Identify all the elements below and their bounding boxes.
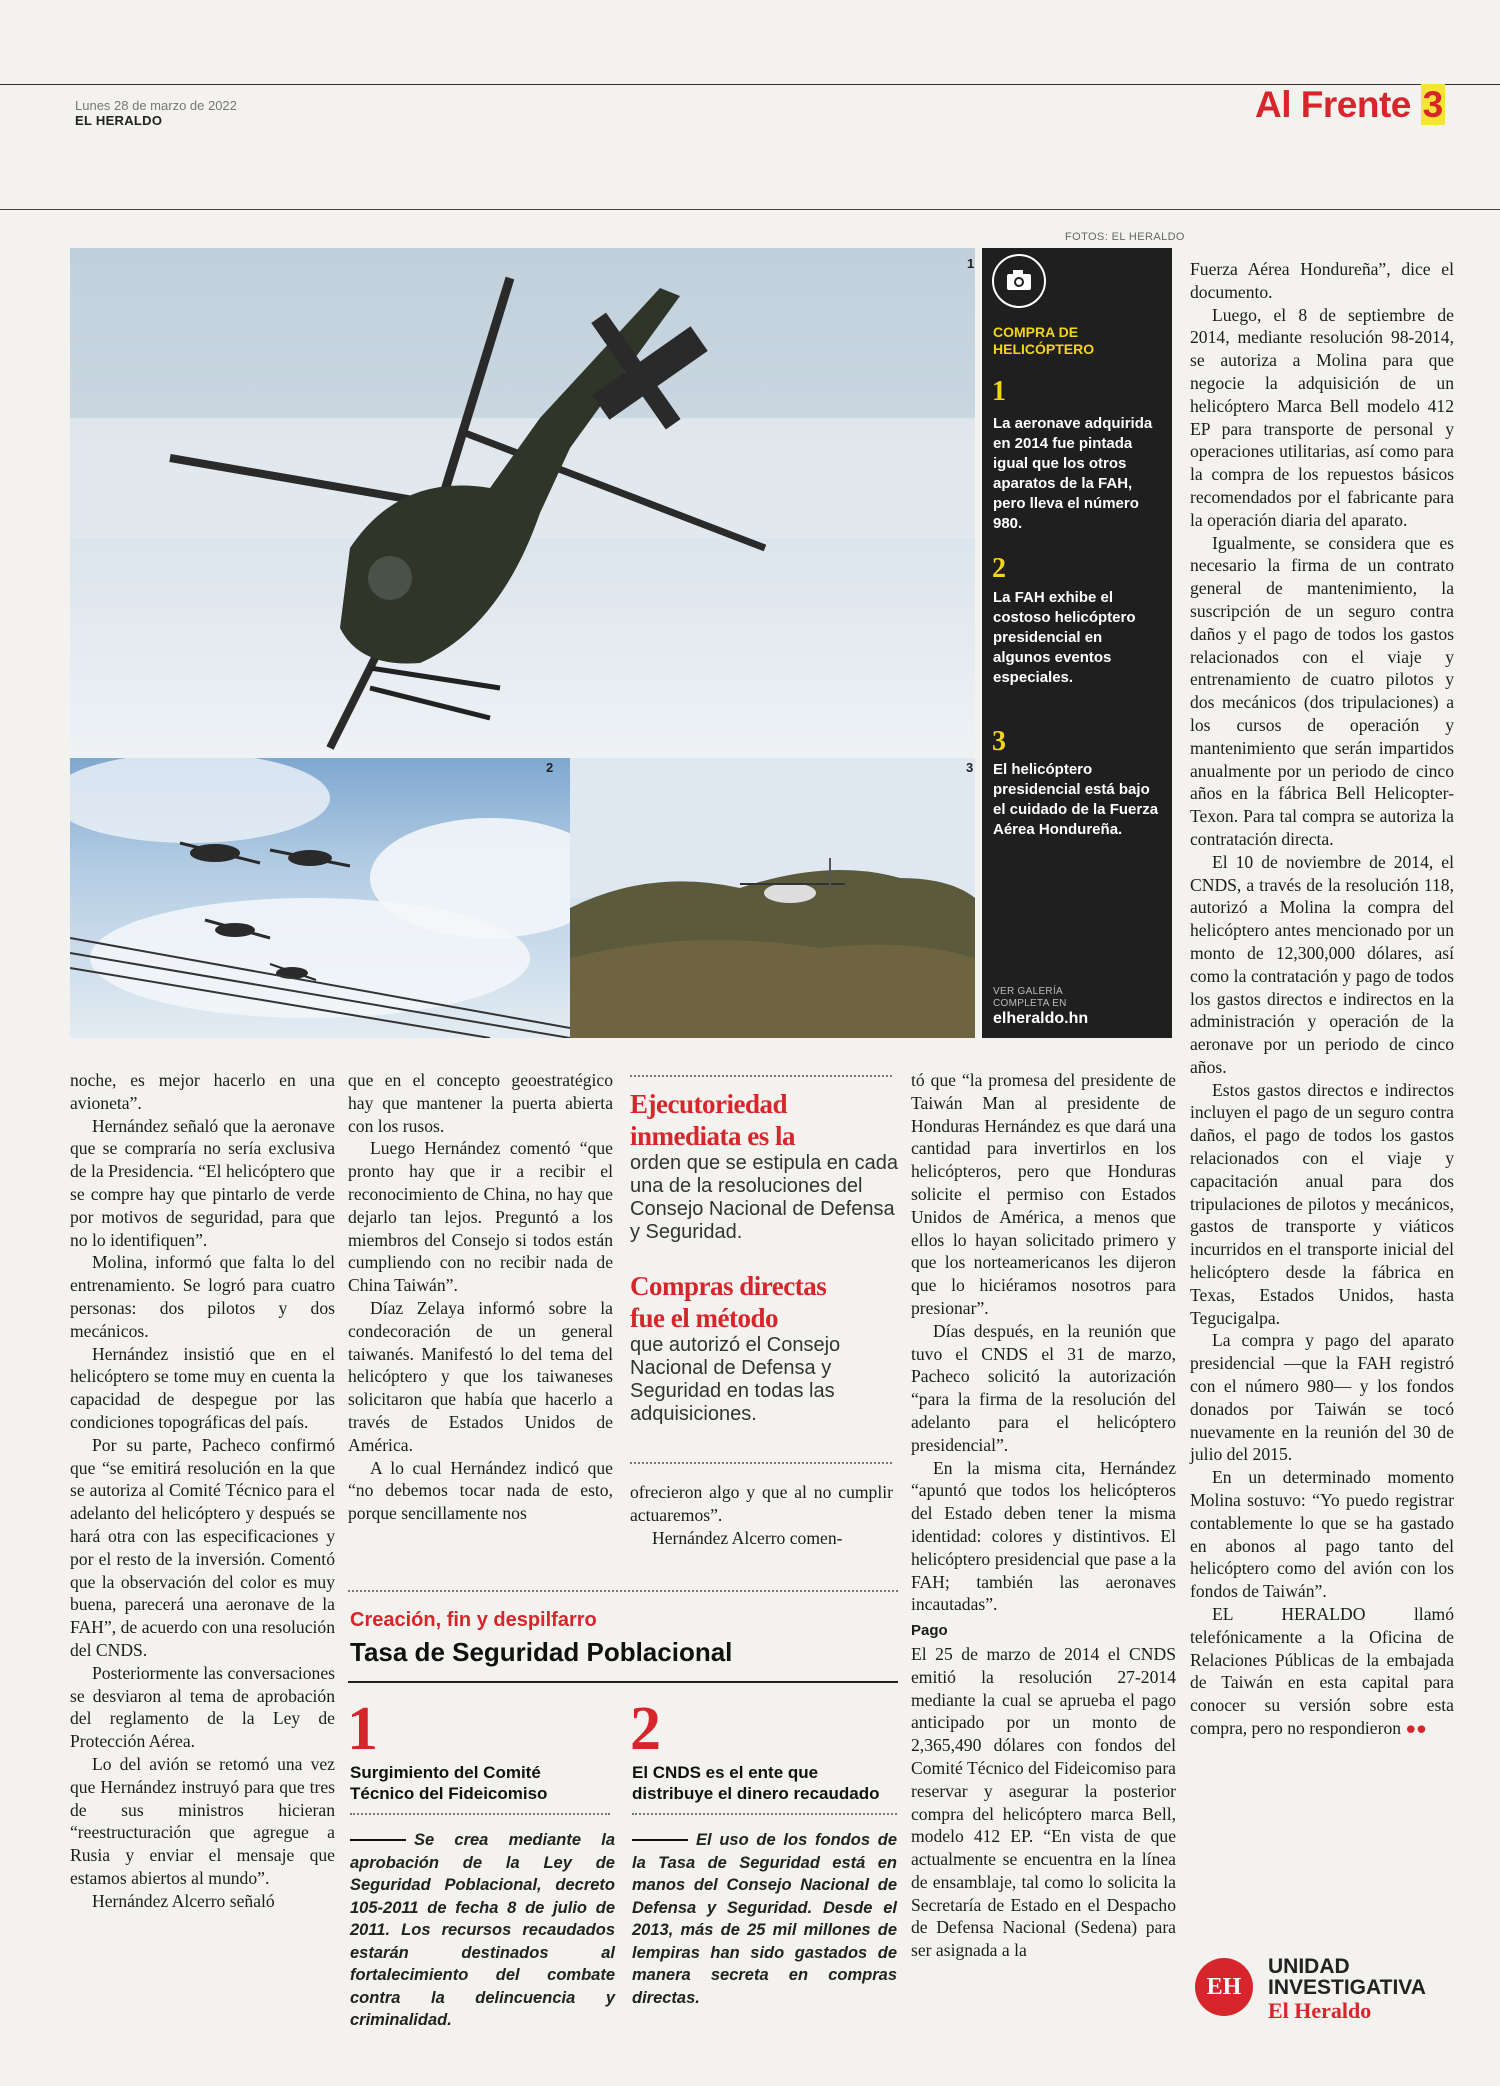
column-5 <box>1190 258 1454 1740</box>
sidebar-title <box>993 324 1094 358</box>
main-helicopter-photo <box>70 248 975 758</box>
box-item-number: 2 <box>630 1695 661 1763</box>
column-1 <box>70 1069 335 1912</box>
box-item-text-content: El uso de los fondos de la Tasa de Seguridad está en manos del Consejo Nacional de Defensa y Seguridad. Desde el 2013, más de 25 mil millones de lempiras han sido gastados de manera secreta en compras directas. <box>632 1831 897 2007</box>
header-rule <box>0 209 1500 210</box>
paragraph: Díaz Zelaya informó sobre la condecoración de un general taiwanés. Manifestó lo del tema del helicóptero y que los taiwaneses solicitaron que había que hacerlo a través de Estados Unidos de América. <box>348 1297 613 1455</box>
photo-credit: FOTOS: EL HERALDO <box>1065 231 1185 243</box>
logo-brand: El Heraldo <box>1268 1998 1372 2023</box>
gallery-caption <box>993 986 1067 1010</box>
paragraph: Hernández Alcerro señaló <box>92 1890 275 1911</box>
paragraph: Hernández insistió que en el helicóptero se tome muy en cuenta la capacidad de despegue por las condiciones topográficas del país. <box>70 1343 335 1432</box>
paragraph: El 25 de marzo de 2014 el CNDS emitió la resolución 27-2014 mediante la cual se aprueba el pago anticipado por un monto de 2,365,490 dólares con fondos del Comité Técnico del Fideicomiso para reservar y asegurar la posterior compra del helicóptero marca Bell, modelo 412 EP. “En vista de que actualmente se encuentra en la línea de ensamblaje, tal como lo solicita la Secretaría de Estado en el Despacho de Defensa Nacional (Sedena) para ser asignada a la <box>911 1643 1176 1961</box>
paragraph: El 10 de noviembre de 2014, el CNDS, a través de la resolución 118, autorizó a Molina la compra del helicóptero antes mencionado por un monto de 12,300,000 dólares, así como la contratación y pago de todos los gastos directos e indirectos en la administración y operación de la aeronave por un periodo de cinco años. <box>1190 851 1454 1077</box>
box-item-subtitle: Surgimiento del Comité Técnico del Fideicomiso <box>350 1763 548 1803</box>
paragraph: Molina, informó que falta lo del entrenamiento. Se logró para cuatro personas: dos pilotos y dos mecánicos. <box>70 1252 335 1341</box>
gallery-caption-line1: VER GALERÍA <box>993 986 1063 997</box>
sidebar-item-text: La aeronave adquirida en 2014 fue pintada igual que los otros aparatos de la FAH, pero lleva el número 980. <box>993 415 1153 532</box>
paragraph: Luego Hernández comentó “que pronto hay que ir a recibir el reconocimiento de China, no hay que dejarlo tan lejos. Preguntó a los miembros del Consejo si todos están cumpliendo con no recibir nada de China Taiwán”. <box>348 1138 613 1296</box>
paragraph: Estos gastos directos e indirectos incluyen el pago de un seguro contra daños, el pago de todos los gastos relacionados con el viaje y capacitación anual para dos tripulaciones de pilotos y mecánicos, gastos de transporte y viáticos incurridos en el transporte inicial del helicóptero desde la fábrica en Texas, Estados Unidos, hasta Tegucigalpa. <box>1190 1079 1454 1328</box>
sidebar-item-number: 1 <box>992 376 1006 407</box>
paragraph: Hernández señaló que la aeronave que se compraría no sería exclusiva de la Presidencia. “El helicóptero que se compre hay que pintarlo de verde por motivos de seguridad, para que no lo identifiquen”. <box>70 1115 335 1250</box>
paragraph: noche, es mejor hacerlo en una avioneta”. <box>70 1070 335 1113</box>
sidebar-item-number: 2 <box>992 553 1006 584</box>
column-2 <box>348 1069 613 1525</box>
page-number: 3 <box>1422 84 1443 125</box>
pullquote-divider <box>630 1075 892 1077</box>
newspaper-name: EL HERALDO <box>75 113 163 128</box>
logo-line2: INVESTIGATIVA <box>1268 1976 1426 1999</box>
column-4 <box>911 1069 1176 1962</box>
sidebar-item-number: 3 <box>992 726 1006 757</box>
column-3 <box>630 1481 893 1549</box>
unidad-investigativa-logo-icon: EH <box>1195 1958 1253 2016</box>
photo-number-3: 3 <box>966 760 974 775</box>
sidebar-item-text: El helicóptero presidencial está bajo el cuidado de la Fuerza Aérea Hondureña. <box>993 761 1159 838</box>
pullquote-head-line1: Compras directas <box>630 1271 827 1301</box>
section-title <box>1255 84 1445 126</box>
box-kicker: Creación, fin y despilfarro <box>350 1609 597 1631</box>
pullquote-head-line2: inmediata es la <box>630 1121 795 1151</box>
pullquote-text: que autorizó el Consejo Nacional de Defensa y Seguridad en todas las adquisiciones. <box>630 1334 841 1425</box>
gallery-link[interactable]: elheraldo.hn <box>993 1010 1089 1027</box>
photo-number-1: 1 <box>967 256 975 271</box>
paragraph: Días después, en la reunión que tuvo el CNDS el 31 de marzo, Pacheco solicitó la autorización “para la firma de la resolución del adelanto para el helicóptero presidencial”. <box>911 1320 1176 1455</box>
box-item-subtitle: El CNDS es el ente que distribuye el dinero recaudado <box>632 1763 880 1803</box>
photo-number-2: 2 <box>546 760 554 775</box>
paragraph: A lo cual Hernández indicó que “no debemos tocar nada de esto, porque sencillamente nos <box>348 1457 613 1524</box>
box-item-text <box>632 1829 897 2009</box>
paragraph: En la misma cita, Hernández “apuntó que todos los helicópteros del Estado deben tener la misma identidad: colores y distintivos. El helicóptero presidencial que pase a la FAH; también las aeronaves incautadas”. <box>911 1457 1176 1615</box>
paragraph: Fuerza Aérea Hondureña”, dice el documento. <box>1190 259 1454 302</box>
box-top-divider <box>348 1590 898 1593</box>
paragraph <box>1190 1603 1454 1740</box>
formation-illustration <box>70 758 570 1038</box>
paragraph: tó que “la promesa del presidente de Taiwán Man al presidente de Honduras Hernández es que dará una cantidad para invertirlos en los helicópteros, pero que Honduras solicite el permiso con Estados Unidos de América, a menos que ellos lo hayan solicitado primero y que los norteamericanos les dijeron que lo hiciéramos nosotros para presionar”. <box>911 1070 1176 1318</box>
box-title: Tasa de Seguridad Poblacional <box>350 1637 733 1667</box>
end-mark-icon: ●● <box>1405 1718 1427 1738</box>
paragraph: Por su parte, Pacheco confirmó que “se emitirá resolución en la que se autoriza al Comité Técnico para el adelanto del helicóptero y después se hará otra con las especificaciones y por el resto de la inversión. Comentó que la observación del color es muy buena, parecerá una aeronave de la FAH”, de acuerdo con una resolución del CNDS. <box>70 1434 335 1660</box>
paragraph: Luego, el 8 de septiembre de 2014, mediante resolución 98-2014, se autoriza a Molina para que negocie la adquisición de un helicóptero Marca Bell modelo 412 EP para transporte de personal y operaciones utilitarias, así como para la compra de los repuestos básicos recomendados por el fabricante para la operación diaria del aparato. <box>1190 304 1454 530</box>
pullquote-divider <box>630 1462 892 1464</box>
paragraph: ofrecieron algo y que al no cumplir actuaremos”. <box>630 1482 893 1525</box>
subhead-pago: Pago <box>911 1622 948 1640</box>
formation-helicopters-photo <box>70 758 570 1038</box>
sidebar-title-line2: HELICÓPTERO <box>993 341 1095 357</box>
pullquote-text: orden que se estipula en cada una de la resoluciones del Consejo Nacional de Defensa y Seguridad. <box>630 1152 898 1243</box>
paragraph: Hernández Alcerro comen- <box>652 1527 843 1548</box>
sidebar-title-line1: COMPRA DE <box>993 324 1079 340</box>
photo-sidebar <box>982 248 1172 1038</box>
paragraph: Igualmente, se considera que es necesario la firma de un contrato general de mantenimiento, la suscripción de un seguro contra daños y el pago de todos los gastos relacionados con el viaje y entrenamiento de cuatro pilotos y dos mecánicos (dos tripulaciones) a los cursos de operación y mantenimiento que serán impartidos anualmente por un periodo de cinco años en la fábrica Bell Helicopter-Texon. Para tal compra se autoriza la contratación directa. <box>1190 532 1454 849</box>
closing-paragraph-text: EL HERALDO llamó telefónicamente a la Oficina de Relaciones Públicas de la embajada de Taiwán en esta capital para conocer su versión sobre esta compra, pero no respondieron <box>1190 1604 1454 1738</box>
box-item-text-content: Se crea mediante la aprobación de la Ley de Seguridad Poblacional, decreto 105-2011 de fecha 8 de julio de 2011. Los recursos recaudados estarán destinados al fortalecimiento del combate contra la delincuencia y criminalidad. <box>350 1831 615 2029</box>
helicopter-illustration <box>70 248 975 758</box>
paragraph: Posteriormente las conversaciones se desviaron al tema de aprobación del reglamento de la Ley de Protección Aérea. <box>70 1662 335 1752</box>
pullquote-1 <box>630 1088 900 1244</box>
pullquote-head-line2: fue el método <box>630 1303 778 1333</box>
logo-text <box>1268 1956 1426 1998</box>
paragraph: que en el concepto geoestratégico hay que mantener la puerta abierta con los rusos. <box>348 1070 613 1136</box>
sidebar-item-text: La FAH exhibe el costoso helicóptero presidencial en algunos eventos especiales. <box>993 589 1136 686</box>
issue-date: Lunes 28 de marzo de 2022 <box>75 98 237 113</box>
helicopter-on-hill-photo <box>570 758 975 1038</box>
pullquote-head-line1: Ejecutoriedad <box>630 1089 787 1119</box>
box-item-divider <box>350 1813 610 1816</box>
box-item-divider <box>632 1813 897 1816</box>
logo-line1: UNIDAD <box>1268 1955 1350 1978</box>
paragraph: En un determinado momento Molina sostuvo: “Yo puedo registrar contablemente lo que se ha gastado en abonos al pago tanto del helicóptero como del avión con los fondos de Taiwán”. <box>1190 1467 1454 1602</box>
camera-icon <box>992 254 1046 308</box>
pullquote-2 <box>630 1270 900 1426</box>
box-item-number: 1 <box>347 1695 378 1763</box>
gallery-caption-line2: COMPLETA EN <box>993 998 1067 1009</box>
box-item-text <box>350 1829 615 2032</box>
box-title-rule <box>348 1681 898 1683</box>
hill-illustration <box>570 758 975 1038</box>
paragraph: La compra y pago del aparato presidencial —que la FAH registró con el número 980— y los fondos donados por Taiwán se tocó nuevamente en la reunión del 30 de julio del 2015. <box>1190 1330 1454 1465</box>
paragraph: Lo del avión se retomó una vez que Hernández instruyó para que tres de sus ministros hicieran “reestructuración que agregue a Rusia y enviar el mensaje que estamos abiertos al mundo”. <box>70 1753 335 1888</box>
section-label: Al Frente <box>1255 84 1411 125</box>
